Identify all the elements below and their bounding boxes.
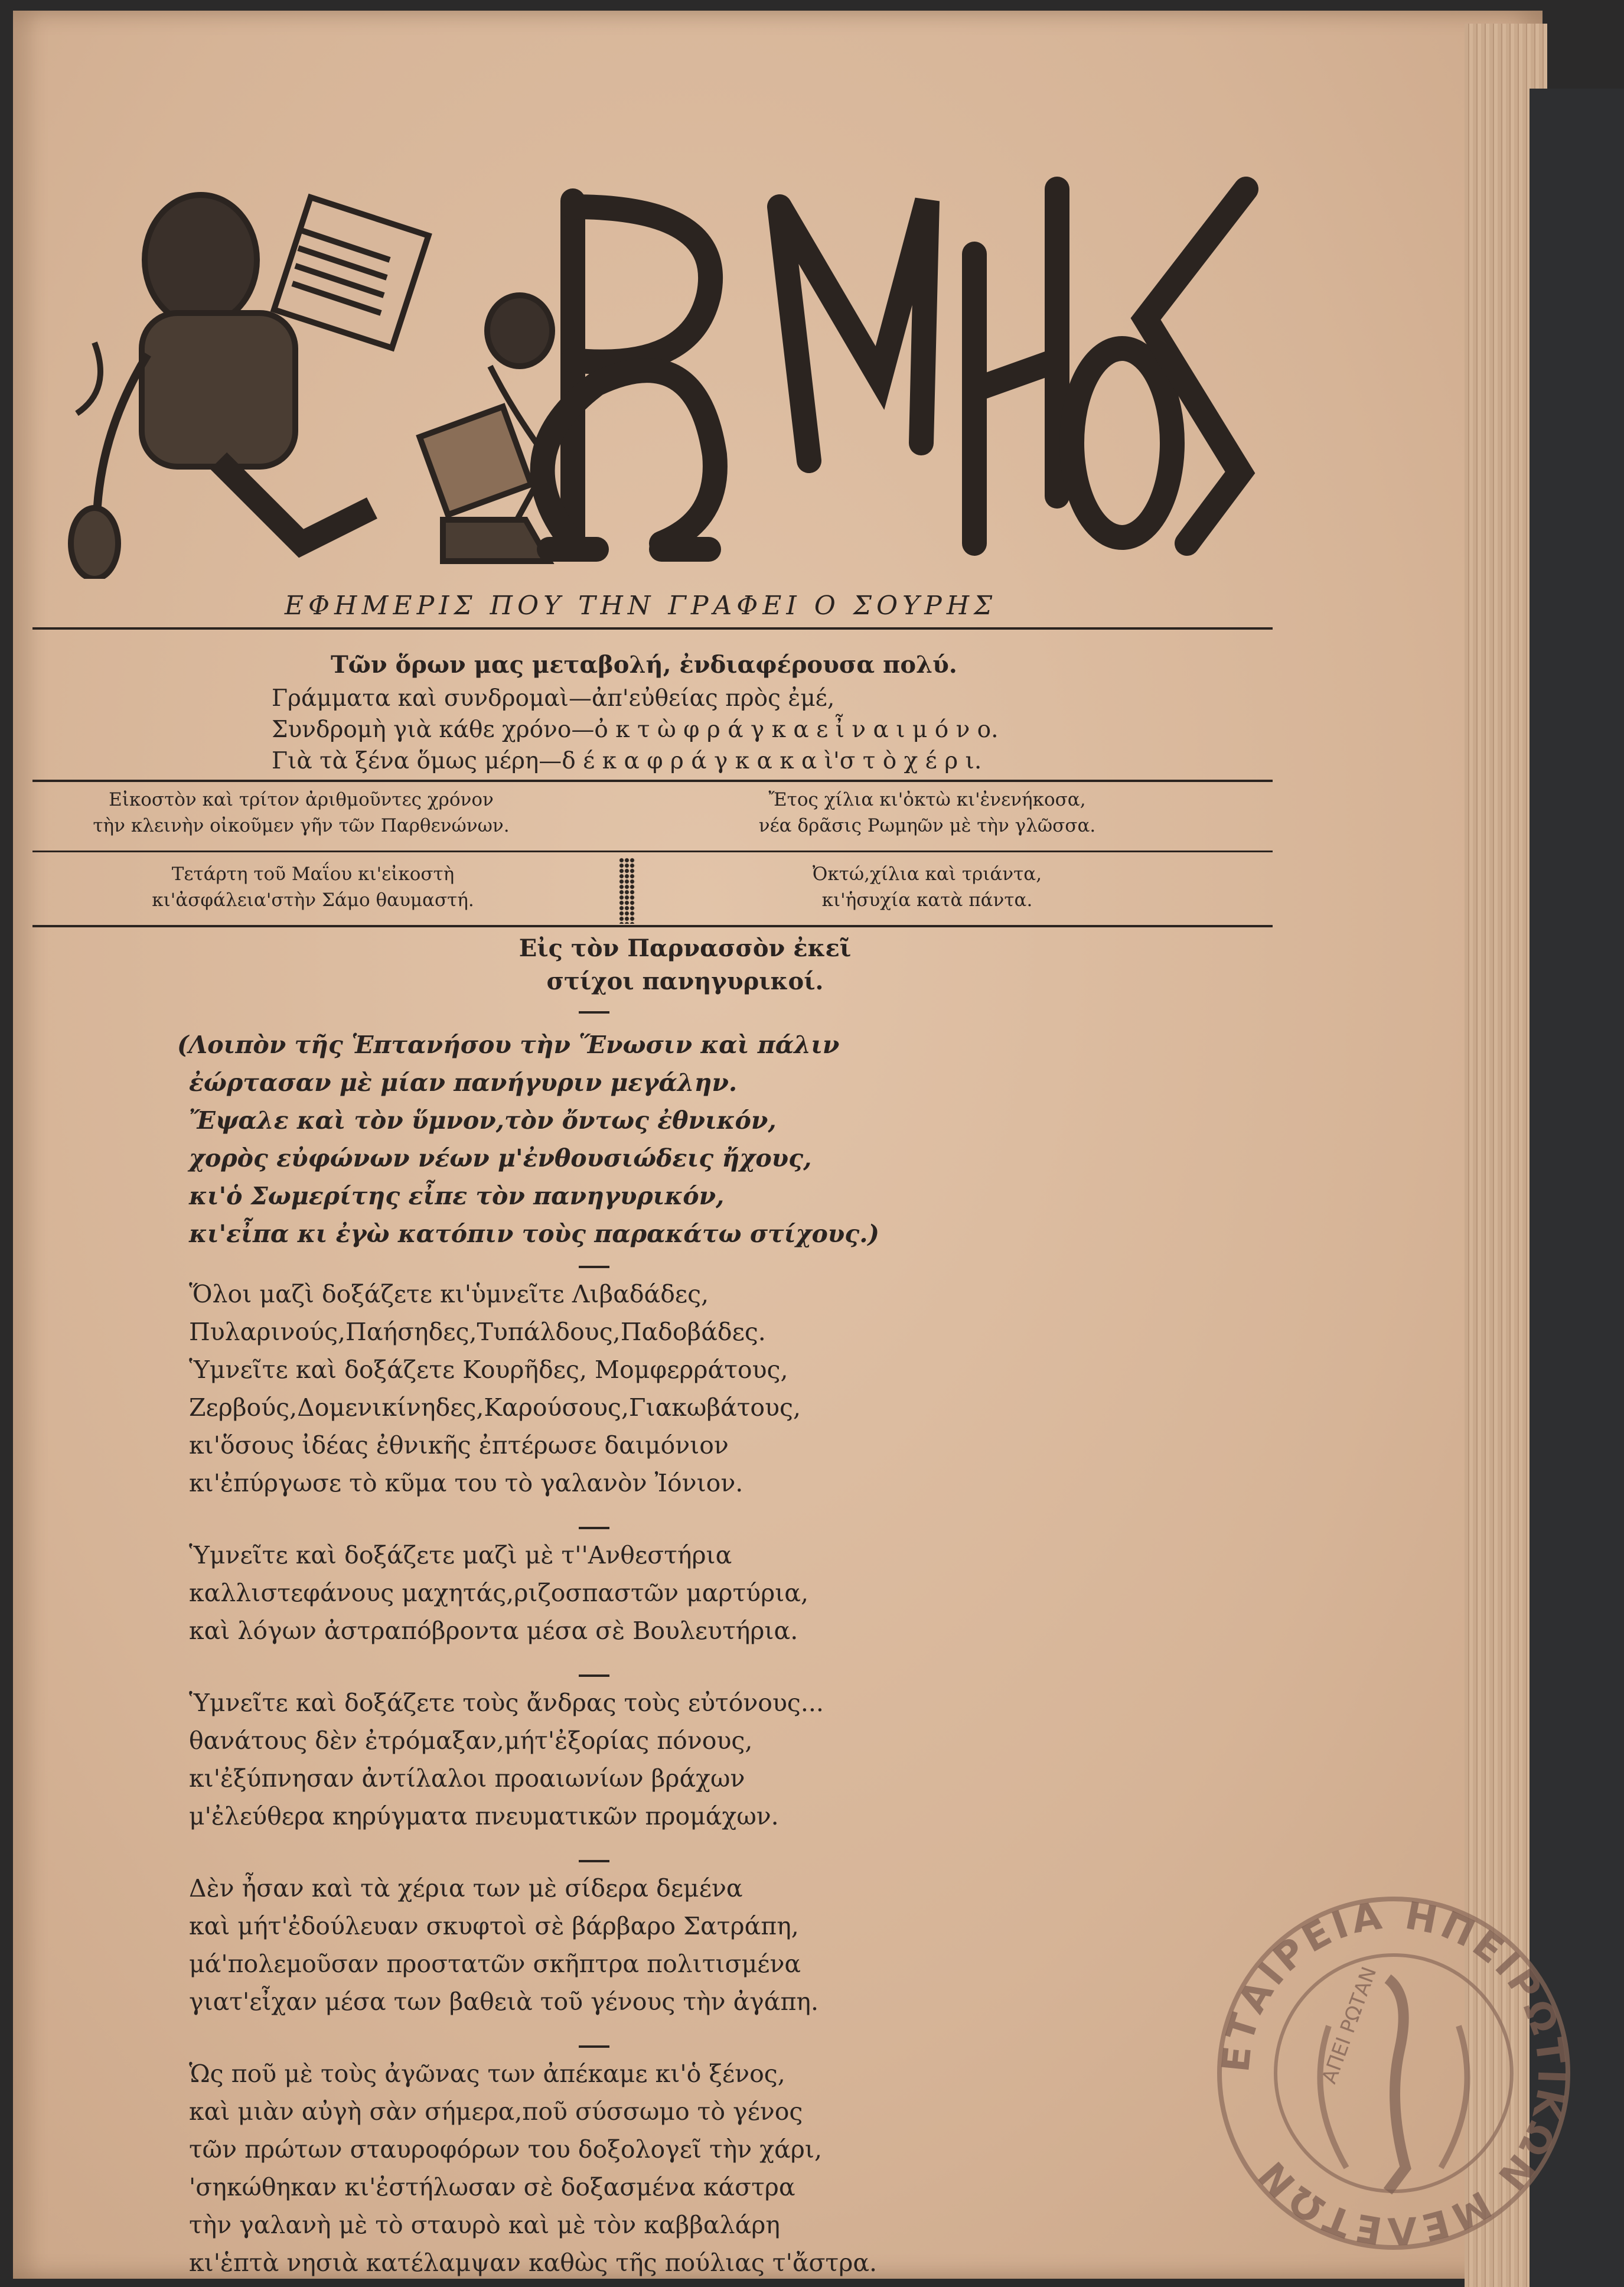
terms-title: Τῶν ὅρων μας μεταβολή, ἐνδιαφέρουσα πολύ. bbox=[331, 651, 957, 679]
poem-line: κι'ὅσους ἰδέας ἐθνικῆς ἐπτέρωσε δαιμόνιον bbox=[189, 1431, 729, 1459]
ornament-dots bbox=[619, 858, 635, 924]
date-text: Ἔτος χίλια κι'ὀκτὼ κι'ἐνενήκοσα, bbox=[768, 789, 1086, 810]
poem-line: κι'ἐπύργωσε τὸ κῦμα του τὸ γαλανὸν Ἰόνιον. bbox=[189, 1469, 743, 1497]
poem-line: καὶ μήτ'ἐδούλευαν σκυφτοὶ σὲ βάρβαρο Σατράπη, bbox=[189, 1912, 799, 1940]
masthead-subtitle: ΕΦΗΜΕΡΙΣ ΠΟΥ ΤΗΝ ΓΡΑΦΕΙ Ο ΣΟΥΡΗΣ bbox=[284, 591, 997, 621]
poem-line: καὶ μιὰν αὐγὴ σὰν σήμερα,ποῦ σύσσωμο τὸ γένος bbox=[189, 2097, 803, 2126]
separator-dash bbox=[579, 1266, 609, 1268]
poem-line: Ζερβούς,Δομενικίνηδες,Καρούσους,Γιακωβάτους, bbox=[189, 1393, 801, 1422]
poem-line: Πυλαρινούς,Παήσηδες,Τυπάλδους,Παδοβάδες. bbox=[189, 1318, 766, 1346]
poem-line: τῶν πρώτων σταυροφόρων του δοξολογεῖ τὴν χάρι, bbox=[189, 2135, 823, 2164]
date-text: τὴν κλεινὴν οἰκοῦμεν γῆν τῶν Παρθενώνων. bbox=[93, 815, 510, 836]
terms-line: Συνδρομὴ γιὰ κάθε χρόνο—ὀ κ τ ὼ φ ρ ά γ κ α ε ἶ ν α ι μ ό ν ο. bbox=[272, 716, 999, 743]
poem-line: κι'ἑπτὰ νησιὰ κατέλαμψαν καθὼς τῆς πούλιας τ'ἄστρα. bbox=[189, 2249, 878, 2277]
poem-line: μ'ἐλεύθερα κηρύγματα πνευματικῶν προμάχων. bbox=[189, 1802, 779, 1830]
masthead-artwork bbox=[65, 165, 1276, 579]
masthead-title bbox=[0, 0, 1, 1]
poem-intro-line: κι'ὁ Σωμερίτης εἶπε τὸν πανηγυρικόν, bbox=[189, 1182, 725, 1210]
stamp-ring-text: ΕΤΑΙΡΕΙΑ ΗΠΕΙΡΩΤΙΚΩΝ ΜΕΛΕΤΩΝ bbox=[1214, 1894, 1573, 2253]
date-text: νέα δρᾶσις Ρωμηῶν μὲ τὴν γλῶσσα. bbox=[758, 815, 1096, 836]
stamp-inner-text: ΑΠΕΙ ΡΩΤΑΝ bbox=[1317, 1963, 1382, 2087]
poem-intro-line: ἐώρτασαν μὲ μίαν πανήγυριν μεγάλην. bbox=[189, 1068, 738, 1097]
poem-title: στίχοι πανηγυρικοί. bbox=[546, 967, 824, 995]
divider bbox=[32, 780, 1273, 782]
terms-line: Γιὰ τὰ ξένα ὅμως μέρη—δ έ κ α φ ρ ά γ κ α κ α ὶ'σ τ ὸ χ έ ρ ι. bbox=[272, 748, 982, 774]
poem-line: Ὑμνεῖτε καὶ δοξάζετε μαζὶ μὲ τ''Ανθεστήρια bbox=[189, 1541, 732, 1569]
date-block-bottom-left bbox=[53, 861, 573, 913]
title-lettering bbox=[543, 189, 1246, 549]
date-text: κι'ἡσυχία κατὰ πάντα. bbox=[821, 890, 1033, 911]
separator-dash bbox=[579, 1860, 609, 1862]
separator-dash bbox=[579, 1011, 609, 1014]
divider bbox=[32, 627, 1273, 630]
poem-line: καλλιστεφάνους μαχητάς,ριζοσπαστῶν μαρτύρια, bbox=[189, 1579, 809, 1607]
library-stamp bbox=[1211, 1890, 1577, 2256]
poem-line: κι'ἐξύπνησαν ἀντίλαλοι προαιωνίων βράχων bbox=[189, 1764, 745, 1793]
date-text: Τετάρτη τοῦ Μαΐου κι'εἰκοστὴ bbox=[171, 864, 455, 885]
poem-line: γιατ'εἶχαν μέσα των βαθειὰ τοῦ γένους τὴν ἀγάπη. bbox=[189, 1988, 819, 2016]
poem-line: τὴν γαλανὴ μὲ τὸ σταυρὸ καὶ μὲ τὸν καββαλάρη bbox=[189, 2211, 780, 2239]
date-block-top-left bbox=[41, 787, 561, 839]
poem-line: Ὅλοι μαζὶ δοξάζετε κι'ὑμνεῖτε Λιβαδάδες, bbox=[189, 1280, 709, 1308]
poem-intro-line: (Λοιπὸν τῆς Ἑπτανήσου τὴν Ἕνωσιν καὶ πάλιν bbox=[177, 1031, 840, 1059]
poem-intro-line: χορὸς εὐφώνων νέων μ'ἐνθουσιώδεις ἤχους, bbox=[189, 1144, 812, 1172]
illustration-reader bbox=[71, 195, 429, 579]
poem-line: 'σηκώθηκαν κι'ἐστήλωσαν σὲ δοξασμένα κάστρα bbox=[189, 2173, 795, 2201]
poem-line: θανάτους δὲν ἐτρόμαξαν,μήτ'ἐξορίας πόνους, bbox=[189, 1726, 753, 1755]
poem-intro-line: κι'εἶπα κι ἐγὼ κατόπιν τοὺς παρακάτω στίχους.) bbox=[189, 1220, 879, 1248]
date-text: Εἰκοστὸν καὶ τρίτον ἀριθμοῦντες χρόνον bbox=[109, 789, 494, 810]
date-text: κι'ἀσφάλεια'στὴν Σάμο θαυμαστή. bbox=[152, 890, 474, 911]
separator-dash bbox=[579, 1674, 609, 1677]
date-text: Ὀκτώ,χίλια καὶ τριάντα, bbox=[812, 864, 1042, 885]
separator-dash bbox=[579, 1527, 609, 1529]
poem-line: Ὑμνεῖτε καὶ δοξάζετε τοὺς ἄνδρας τοὺς εὐτόνους... bbox=[189, 1689, 824, 1717]
poem-line: Ὡς ποῦ μὲ τοὺς ἀγῶνας των ἀπέκαμε κι'ὁ ξένος, bbox=[189, 2060, 785, 2088]
separator-dash bbox=[579, 2045, 609, 2048]
poem-line: μά'πολεμοῦσαν προστατῶν σκῆπτρα πολιτισμένα bbox=[189, 1950, 801, 1978]
poem-line: Ὑμνεῖτε καὶ δοξάζετε Κουρῆδες, Μομφερράτους, bbox=[189, 1356, 788, 1384]
illustration-boy bbox=[420, 295, 552, 561]
poem-line: Δὲν ἦσαν καὶ τὰ χέρια των μὲ σίδερα δεμένα bbox=[189, 1874, 743, 1902]
divider bbox=[32, 851, 1273, 852]
poem-title: Εἰς τὸν Παρνασσὸν ἐκεῖ bbox=[518, 934, 852, 962]
terms-line: Γράμματα καὶ συνδρομαὶ—ἀπ'εὐθείας πρὸς ἐμέ, bbox=[272, 685, 835, 712]
poem-intro-line: Ἔψαλε καὶ τὸν ὕμνον,τὸν ὄντως ἐθνικόν, bbox=[189, 1106, 777, 1135]
poem-line: καὶ λόγων ἀστραπόβροντα μέσα σὲ Βουλευτήρια. bbox=[189, 1617, 798, 1645]
masthead bbox=[65, 165, 1276, 579]
date-block-bottom-right bbox=[667, 861, 1187, 913]
date-block-top-right bbox=[667, 787, 1187, 839]
divider bbox=[32, 925, 1273, 927]
